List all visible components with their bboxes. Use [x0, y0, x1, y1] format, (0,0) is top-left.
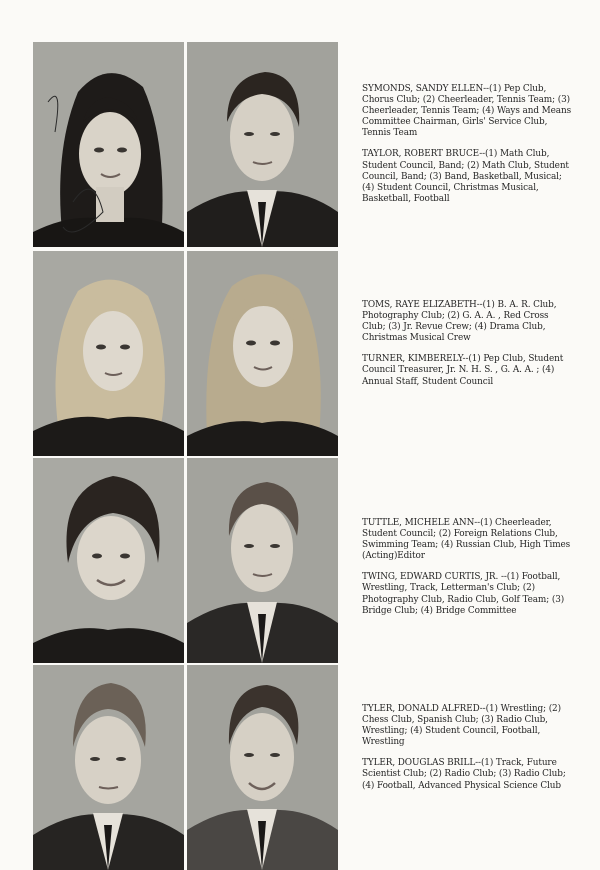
student-name: TYLER, DONALD ALFRED: [362, 704, 480, 714]
bio-entry: [362, 518, 574, 562]
male-portrait-graphic: [187, 665, 338, 870]
student-activities: --(1) Pep Club, Chorus Club; (2) Cheerleader, Tennis Team; (3) Cheerleader, Tennis Team; (4) Ways and Means Committee Chairman, Girls' Service Club, Tennis Team: [362, 84, 572, 139]
student-name: TWING, EDWARD CURTIS, JR.: [362, 572, 499, 583]
student-activities: --(1) Cheerleader, Student Council; (2) Foreign Relations Club, Swimming Team; (4) Russian Club, High Times (Acting)Editor: [362, 518, 571, 562]
bio-entry: [362, 149, 574, 204]
female-portrait-graphic: [33, 251, 184, 456]
bio-entry: [362, 758, 574, 791]
student-name: TAYLOR, ROBERT BRUCE: [362, 149, 480, 160]
student-activities: --(1) Track, Future Scientist Club; (2) Radio Club; (3) Radio Club; (4) Football, Advanced Physical Science Club: [362, 758, 566, 791]
bio-group-row-2: [362, 300, 574, 398]
portrait-symonds: [33, 42, 184, 247]
portrait-tyler-douglas: [187, 665, 338, 870]
bio-entry: [362, 354, 574, 387]
female-portrait-graphic: [33, 458, 184, 663]
student-activities: --(1) Wrestling; (2) Chess Club, Spanish Club; (3) Radio Club, Wrestling; (4) Student Council, Football, Wrestling: [362, 704, 561, 748]
female-portrait-graphic: [33, 42, 184, 247]
bio-entry: [362, 300, 574, 344]
portrait-taylor: [187, 42, 338, 247]
bio-entry: [362, 704, 574, 748]
portrait-twing: [187, 458, 338, 663]
male-portrait-graphic: [187, 458, 338, 663]
male-portrait-graphic: [33, 665, 184, 870]
student-name: TUTTLE, MICHELE ANN: [362, 518, 475, 528]
student-name: SYMONDS, SANDY ELLEN: [362, 84, 484, 94]
bio-group-row-1: [362, 84, 574, 215]
student-name: TOMS, RAYE ELIZABETH: [362, 300, 477, 310]
student-activities: --(1) Math Club, Student Council, Band; (2) Math Club, Student Council, Band; (3) Band, Basketball, Musical; (4) Student Council, Christmas Musical, Basketball, Football: [362, 149, 569, 204]
female-portrait-graphic: [187, 251, 338, 456]
bio-group-row-3: [362, 518, 574, 627]
portrait-toms: [33, 251, 184, 456]
portrait-turner: [187, 251, 338, 456]
bio-entry: [362, 572, 574, 616]
portrait-tuttle: [33, 458, 184, 663]
student-name: TYLER, DOUGLAS BRILL: [362, 758, 476, 769]
portrait-tyler-donald: [33, 665, 184, 870]
male-portrait-graphic: [187, 42, 338, 247]
student-name: TURNER, KIMBERELY: [362, 354, 463, 365]
bio-group-row-4: [362, 704, 574, 802]
bio-entry: [362, 84, 574, 139]
student-activities: --(1) B. A. R. Club, Photography Club; (2) G. A. A. , Red Cross Club; (3) Jr. Revue Crew; (4) Drama Club, Christmas Musical Crew: [362, 300, 557, 344]
student-activities: --(1) Pep Club, Student Council Treasurer, Jr. N. H. S. , G. A. A. ; (4) Annual Staff, Student Council: [362, 354, 564, 387]
student-activities: --(1) Football, Wrestling, Track, Letterman's Club; (2) Photography Club, Radio Club, Golf Team; (3) Bridge Club; (4) Bridge Committee: [362, 572, 565, 616]
